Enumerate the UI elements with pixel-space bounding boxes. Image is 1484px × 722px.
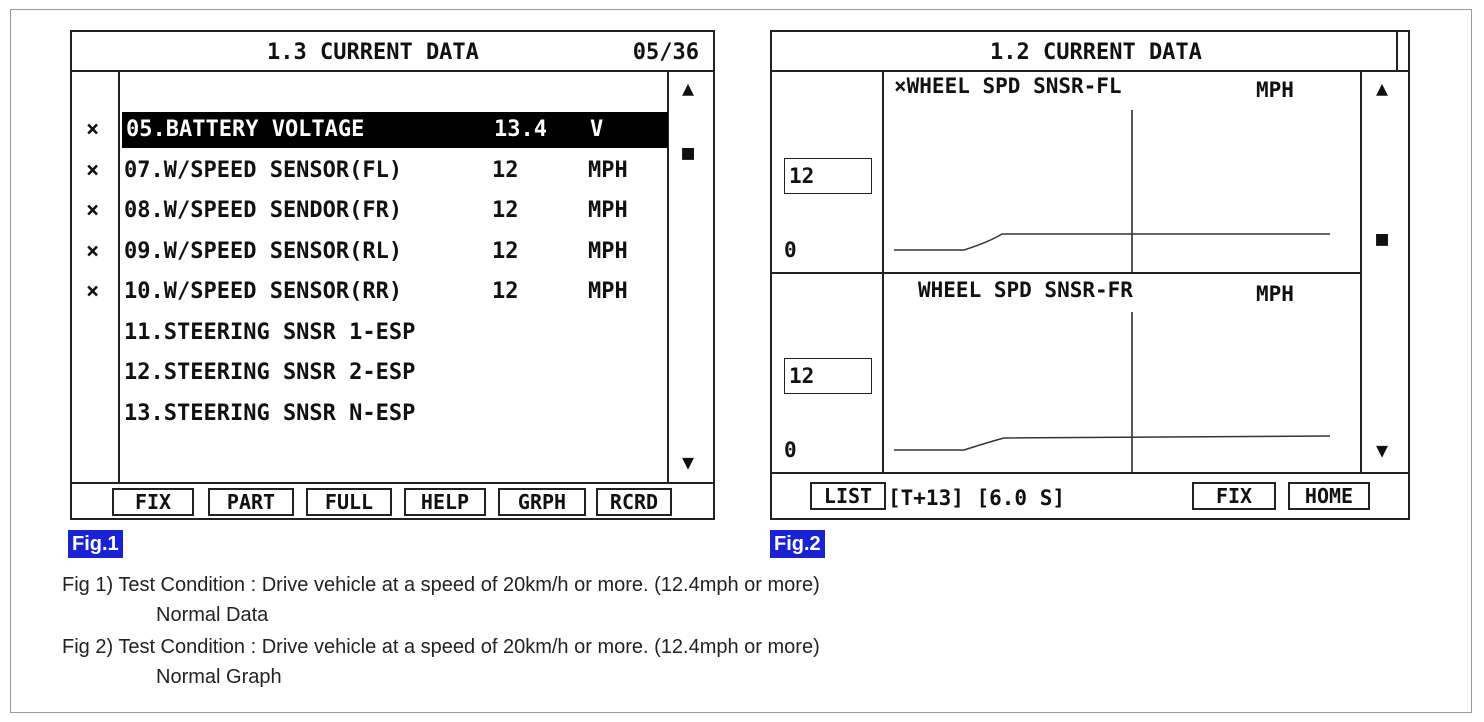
scroll-down-arrow-icon[interactable]: ▼ <box>1376 438 1389 462</box>
watch-marker-icon: × <box>86 117 100 142</box>
graph-unit-fl: MPH <box>1256 78 1294 102</box>
graph-button[interactable]: GRPH <box>498 488 586 516</box>
full-button[interactable]: FULL <box>306 488 392 516</box>
home-button[interactable]: HOME <box>1288 482 1370 510</box>
screen-title: 1.2 CURRENT DATA <box>990 40 1202 65</box>
item-unit: MPH <box>588 279 628 304</box>
item-label: 09.W/SPEED SENSOR(RL) <box>124 238 403 264</box>
graph-min-label-fr: 0 <box>784 438 797 462</box>
item-unit: V <box>590 117 604 142</box>
item-value: 12 <box>492 238 519 264</box>
fig1-test-condition: Fig 1) Test Condition : Drive vehicle at a speed of 20km/h or more. (12.4mph or more) <box>62 574 820 596</box>
button-bar <box>772 472 1408 518</box>
graph-plot-fr <box>884 274 1362 472</box>
list-item[interactable] <box>120 153 668 189</box>
fig1-note: Normal Data <box>156 604 269 626</box>
graph-max-box-fl: 12 <box>784 158 872 194</box>
list-item[interactable] <box>120 396 668 432</box>
item-value: 12 <box>492 279 519 304</box>
part-button[interactable]: PART <box>208 488 294 516</box>
record-button[interactable]: RCRD <box>596 488 672 516</box>
graph-unit-fr: MPH <box>1256 282 1294 306</box>
fix-button[interactable]: FIX <box>112 488 194 516</box>
item-label: 05.BATTERY VOLTAGE <box>126 117 365 142</box>
scroll-up-arrow-icon[interactable]: ▲ <box>1376 76 1389 100</box>
current-data-graph-screen <box>770 30 1410 520</box>
scroll-thumb-icon[interactable]: ■ <box>682 140 695 164</box>
scrollbar[interactable] <box>667 72 713 482</box>
screen-title: 1.3 CURRENT DATA <box>267 40 479 65</box>
list-item[interactable] <box>120 193 668 229</box>
screen-header <box>772 32 1408 72</box>
list-item[interactable] <box>120 234 668 270</box>
scroll-thumb-icon[interactable]: ■ <box>1376 226 1389 250</box>
graph-min-label-fl: 0 <box>784 238 797 262</box>
item-value: 13.4 <box>494 117 547 142</box>
fig2-label: Fig.2 <box>770 530 825 558</box>
help-button[interactable]: HELP <box>404 488 486 516</box>
item-value: 12 <box>492 157 519 183</box>
scroll-down-arrow-icon[interactable]: ▼ <box>682 450 695 474</box>
scroll-up-arrow-icon[interactable]: ▲ <box>682 76 695 100</box>
list-item[interactable] <box>120 355 668 391</box>
signal-trace-fl <box>894 234 1330 250</box>
item-label: 07.W/SPEED SENSOR(FL) <box>124 157 403 183</box>
header-divider <box>1396 32 1402 72</box>
graph-max-box-fr: 12 <box>784 358 872 394</box>
item-label: 13.STEERING SNSR N-ESP <box>124 400 416 426</box>
fig2-test-condition: Fig 2) Test Condition : Drive vehicle at a speed of 20km/h or more. (12.4mph or more) <box>62 636 820 658</box>
item-unit: MPH <box>588 198 628 223</box>
graph-plot-fl <box>884 74 1362 272</box>
current-data-list-screen <box>70 30 715 520</box>
watch-marker-icon: × <box>86 279 100 304</box>
watch-marker-icon: × <box>86 157 100 183</box>
time-readout: [T+13] [6.0 S] <box>888 486 1066 510</box>
item-unit: MPH <box>588 238 628 264</box>
item-label: 12.STEERING SNSR 2-ESP <box>124 360 416 385</box>
list-item[interactable] <box>120 274 668 310</box>
watch-marker-icon: × <box>86 238 100 264</box>
item-unit: MPH <box>588 157 628 183</box>
fig2-note: Normal Graph <box>156 666 282 688</box>
list-item[interactable] <box>120 315 668 351</box>
graph-title-fr: WHEEL SPD SNSR-FR <box>918 278 1133 302</box>
page-indicator: 05/36 <box>632 40 699 65</box>
graph-title-fl: ×WHEEL SPD SNSR-FL <box>894 74 1122 98</box>
item-label: 08.W/SPEED SENDOR(FR) <box>124 198 403 223</box>
button-bar <box>72 482 713 518</box>
fig1-label: Fig.1 <box>68 530 123 558</box>
item-label: 11.STEERING SNSR 1-ESP <box>124 319 416 345</box>
item-value: 12 <box>492 198 519 223</box>
list-item-selected[interactable] <box>122 112 668 148</box>
scrollbar[interactable] <box>1360 72 1408 472</box>
list-button[interactable]: LIST <box>810 482 886 510</box>
watch-marker-icon: × <box>86 198 100 223</box>
screen-header <box>72 32 713 72</box>
item-label: 10.W/SPEED SENSOR(RR) <box>124 279 403 304</box>
signal-trace-fr <box>894 436 1330 450</box>
fix-button[interactable]: FIX <box>1192 482 1276 510</box>
